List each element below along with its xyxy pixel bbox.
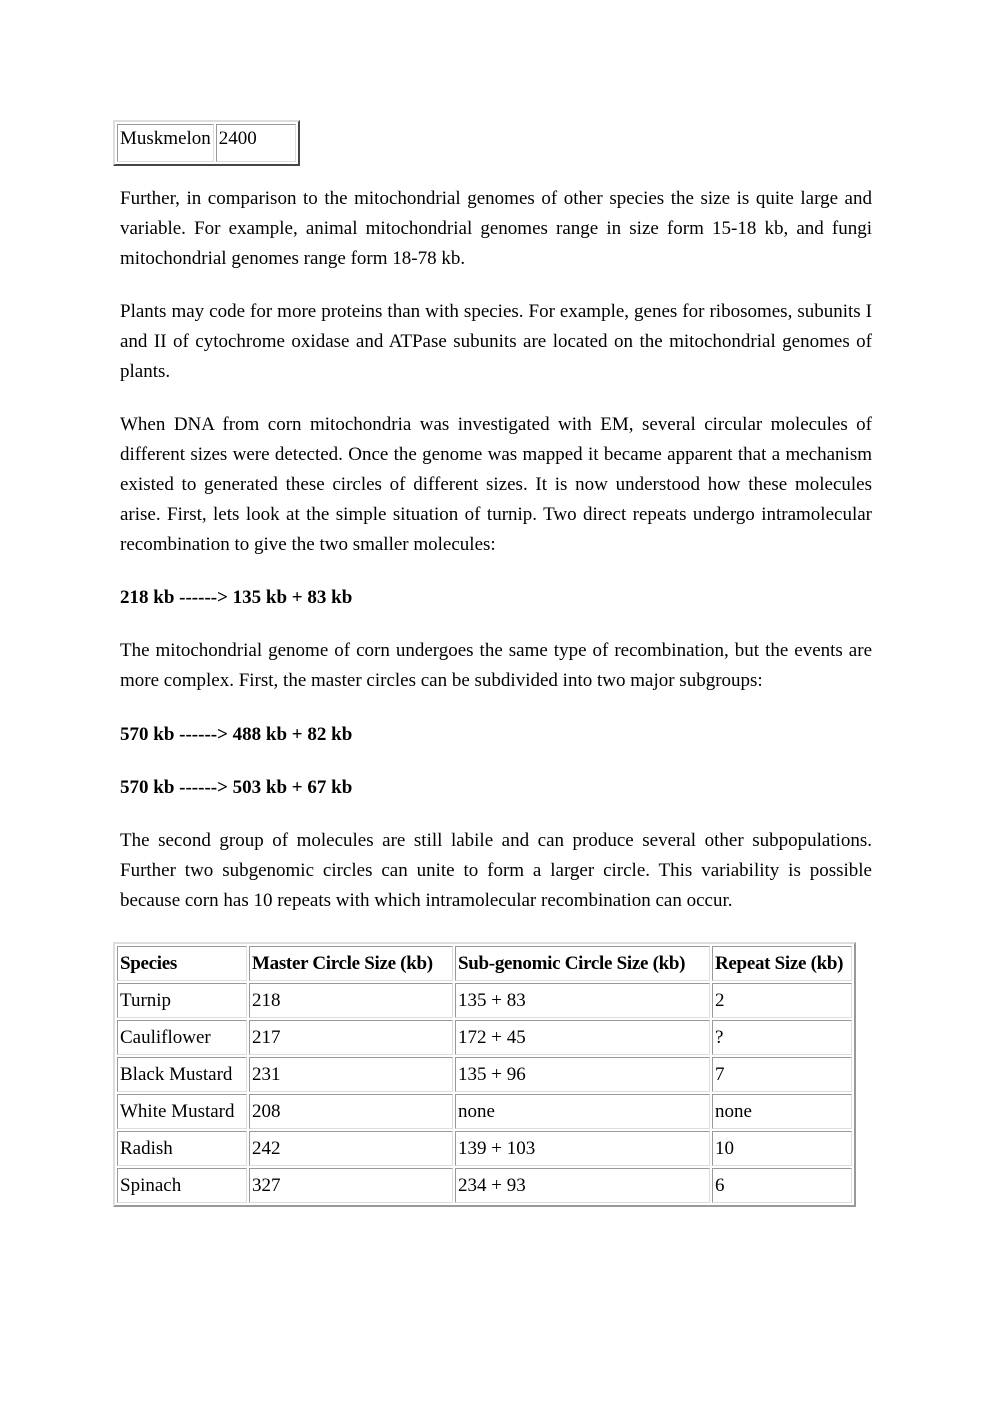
cell: Black Mustard [117,1057,247,1092]
equation: 218 kb ------> 135 kb + 83 kb [120,587,353,608]
cell: White Mustard [117,1094,247,1129]
cell: 217 [249,1020,453,1055]
cell: 234 + 93 [455,1168,710,1203]
header-cell: Master Circle Size (kb) [249,946,453,981]
cell: 6 [712,1168,852,1203]
table-row [117,1168,852,1203]
cell: 172 + 45 [455,1020,710,1055]
equation: 570 kb ------> 503 kb + 67 kb [120,777,353,798]
cell: none [455,1094,710,1129]
muskmelon-table [113,120,300,166]
cell: 327 [249,1168,453,1203]
cell: 218 [249,983,453,1018]
header-cell: Sub-genomic Circle Size (kb) [455,946,710,981]
cell: 135 + 83 [455,983,710,1018]
table-row [117,983,852,1018]
cell: 135 + 96 [455,1057,710,1092]
header-cell: Species [117,946,247,981]
cell: none [712,1094,852,1129]
cell: 7 [712,1057,852,1092]
cell: Turnip [117,983,247,1018]
paragraph: The second group of molecules are still labile and can produce several other subpopulations. Further two subgenomic circles can unite to form a larger circle. This variability is possible because corn has 10 repeats with which intramolecular recombination can occur. [120,830,872,911]
paragraph: Further, in comparison to the mitochondrial genomes of other species the size is quite large and variable. For example, animal mitochondrial genomes range in size form 15-18 kb, and fungi mitochondrial genomes range form 18-78 kb. [120,188,872,269]
cell: 231 [249,1057,453,1092]
cell: 208 [249,1094,453,1129]
table-row [117,1020,852,1055]
cell: Spinach [117,1168,247,1203]
cell: 242 [249,1131,453,1166]
paragraph: The mitochondrial genome of corn undergoes the same type of recombination, but the events are more complex. First, the master circles can be subdivided into two major subgroups: [120,640,872,691]
paragraph: Plants may code for more proteins than with species. For example, genes for ribosomes, subunits I and II of cytochrome oxidase and ATPase subunits are located on the mitochondrial genomes of plants. [120,301,872,382]
cell: 10 [712,1131,852,1166]
table-header-row [117,946,852,981]
paragraph: When DNA from corn mitochondria was investigated with EM, several circular molecules of different sizes were detected. Once the genome was mapped it became apparent that a mechanism existed to generated these circles of different sizes. It is now understood how these molecules arise. First, lets look at the simple situation of turnip. Two direct repeats undergo intramolecular recombination to give the two smaller molecules: [120,414,872,555]
table-row [117,1057,852,1092]
cell: Radish [117,1131,247,1166]
cell: ? [712,1020,852,1055]
header-cell: Repeat Size (kb) [712,946,852,981]
table-row [117,1131,852,1166]
species-cell: Muskmelon [117,124,214,162]
table-row [117,1094,852,1129]
cell: 139 + 103 [455,1131,710,1166]
size-cell: 2400 [216,124,296,162]
circle-size-table [113,942,856,1207]
cell: 2 [712,983,852,1018]
equation: 570 kb ------> 488 kb + 82 kb [120,724,353,745]
cell: Cauliflower [117,1020,247,1055]
